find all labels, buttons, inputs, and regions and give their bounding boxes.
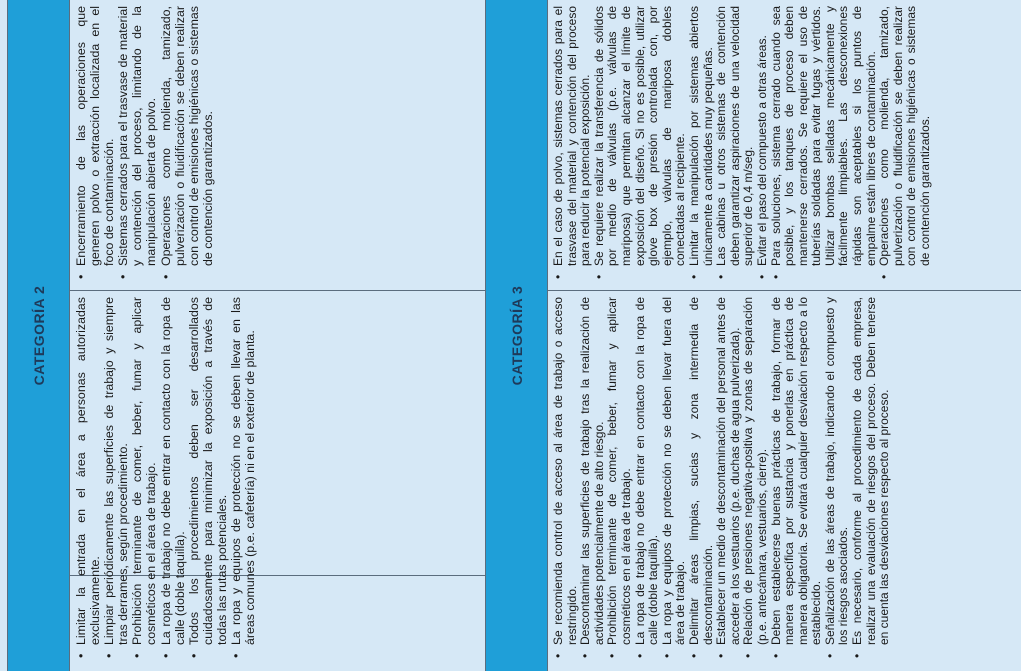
list-item: • Para soluciones, sistema cerrado cuando sea posible, y los tanques de proceso deben mantenerse cerrados. Se requiere el uso de tuberías soldadas para evitar fugas y vértidos. Utilizar bombas selladas mecánicamente y fácilmente limpiables. Las desconexiones rápidas son aceptables si los puntos de empalme están libres de contaminación. bbox=[770, 6, 879, 266]
list-item: • Evitar el paso del compuesto a otras áreas. bbox=[756, 6, 770, 266]
list-item: • Limitar la manipulación por sistemas abiertos únicamente a cantidades muy pequeñas. bbox=[688, 6, 715, 266]
list-item: • Operaciones como molienda, tamizado, pulverización o fluidificación se deben realizar con control de emisiones higiénicas o sistemas de contención garantizados. bbox=[159, 6, 215, 266]
category-2-list-1 bbox=[70, 291, 257, 671]
category-2-list-2 bbox=[70, 0, 215, 290]
list-item: • Operaciones como molienda, tamizado, pulverización o fluidificación se deben realizar con control de emisiones higiénicas o sistemas de contención garantizados. bbox=[878, 6, 932, 266]
list-item: • Todos los procedimientos deben ser desarrollados cuidadosamente para minimizar la exposición a través de todas las rutas potenciales. bbox=[187, 297, 229, 645]
category-3-row-main bbox=[548, 290, 1021, 671]
list-item: • Deben establecerse buenas prácticas de trabajo, formar de manera específica por sustancia y ponerlas en práctica de manera obligatoria. Se evitará cualquier desviación respecto a lo establecido. bbox=[770, 297, 824, 645]
list-item: • Limitar la entrada en el área a personas autorizadas exclusivamente. bbox=[74, 297, 102, 645]
category-2-title: CATEGORÍA 2 bbox=[30, 285, 47, 386]
list-item: • Encerramiento de las operaciones que generen polvo o extracción localizada en el foco de contaminación. bbox=[74, 6, 116, 266]
list-item: • Prohibición terminante de comer, beber, fumar y aplicar cosméticos en el área de trabajo. bbox=[130, 297, 158, 645]
category-3-row-second bbox=[548, 0, 1021, 290]
list-item: • Es necesario, conforme al procedimiento de cada empresa, realizar una evaluación de riesgos del proceso. Deben tenerse en cuenta las desviaciones respecto al proceso. bbox=[851, 297, 892, 645]
list-item: • Prohibición terminante de comer, beber, fumar y aplicar cosméticos en el área de trabajo. bbox=[606, 297, 633, 645]
list-item: • Establecer un medio de descontaminación del personal antes de acceder a los vestuarios (p.e. duchas de agua pulverizada). bbox=[715, 297, 742, 645]
list-item: • Señalización de las áreas de trabajo, indicando el compuesto y los riesgos asociados. bbox=[824, 297, 851, 645]
list-item: • Delimitar áreas limpias, sucias y zona intermedia de descontaminación. bbox=[688, 297, 715, 645]
previous-column-edge bbox=[0, 0, 8, 671]
category-3-list-1 bbox=[548, 291, 892, 671]
list-item: • Relación de presiones negativa-positiva y zonas de separación (p.e. antecámara, vestuarios, cierre). bbox=[742, 297, 769, 645]
category-2-row-second bbox=[70, 0, 485, 290]
list-item: • La ropa y equipos de protección no se deben llevar fuera del área de trabajo. bbox=[661, 297, 688, 645]
category-2-column bbox=[70, 0, 486, 671]
category-3-header bbox=[486, 0, 548, 671]
list-item: • Sistemas cerrados para el trasvase de material y contención del proceso, limitando de la manipulación abierta de polvo. bbox=[116, 6, 158, 266]
list-item: • Limpiar periódicamente las superficies de trabajo y siempre tras derrames, según procedimiento. bbox=[102, 297, 130, 645]
list-item: • Descontaminar las superficies de trabajo tras la realización de actividades potencialmente de alto riesgo. bbox=[579, 297, 606, 645]
category-2-row-main bbox=[70, 290, 485, 671]
list-item: • La ropa y equipos de protección no se deben llevar en las áreas comunes (p.e. cafetería) ni en el exterior de planta. bbox=[229, 297, 257, 645]
list-item: • Se recomienda control de acceso al área de trabajo o acceso restringido. bbox=[552, 297, 579, 645]
list-item: • En el caso de polvo, sistemas cerrados para el trasvase del material y contención del proceso para reducir la potencial exposición. bbox=[552, 6, 593, 266]
list-item: • La ropa de trabajo no debe entrar en contacto con la ropa de calle (doble taquilla). bbox=[159, 297, 187, 645]
category-3-list-2 bbox=[548, 0, 933, 290]
category-3-title: CATEGORÍA 3 bbox=[508, 285, 525, 386]
category-2-header bbox=[8, 0, 70, 671]
category-3-column bbox=[548, 0, 1021, 671]
list-item: • Las cabinas u otros sistemas de contención deben garantizar aspiraciones de una velocidad superior de 0,4 m/seg. bbox=[715, 6, 756, 266]
list-item: • La ropa de trabajo no debe entrar en contacto con la ropa de calle (doble taquilla). bbox=[634, 297, 661, 645]
list-item: • Se requiere realizar la transferencia de sólidos por medio de válvulas (p.e. válvulas de mariposa) que permitan alcanzar el límite de exposición del diseño. Si no es posible, utilizar glove box de presión controlada con, por ejemplo, válvulas de mariposa dobles conectadas al recipiente. bbox=[593, 6, 688, 266]
